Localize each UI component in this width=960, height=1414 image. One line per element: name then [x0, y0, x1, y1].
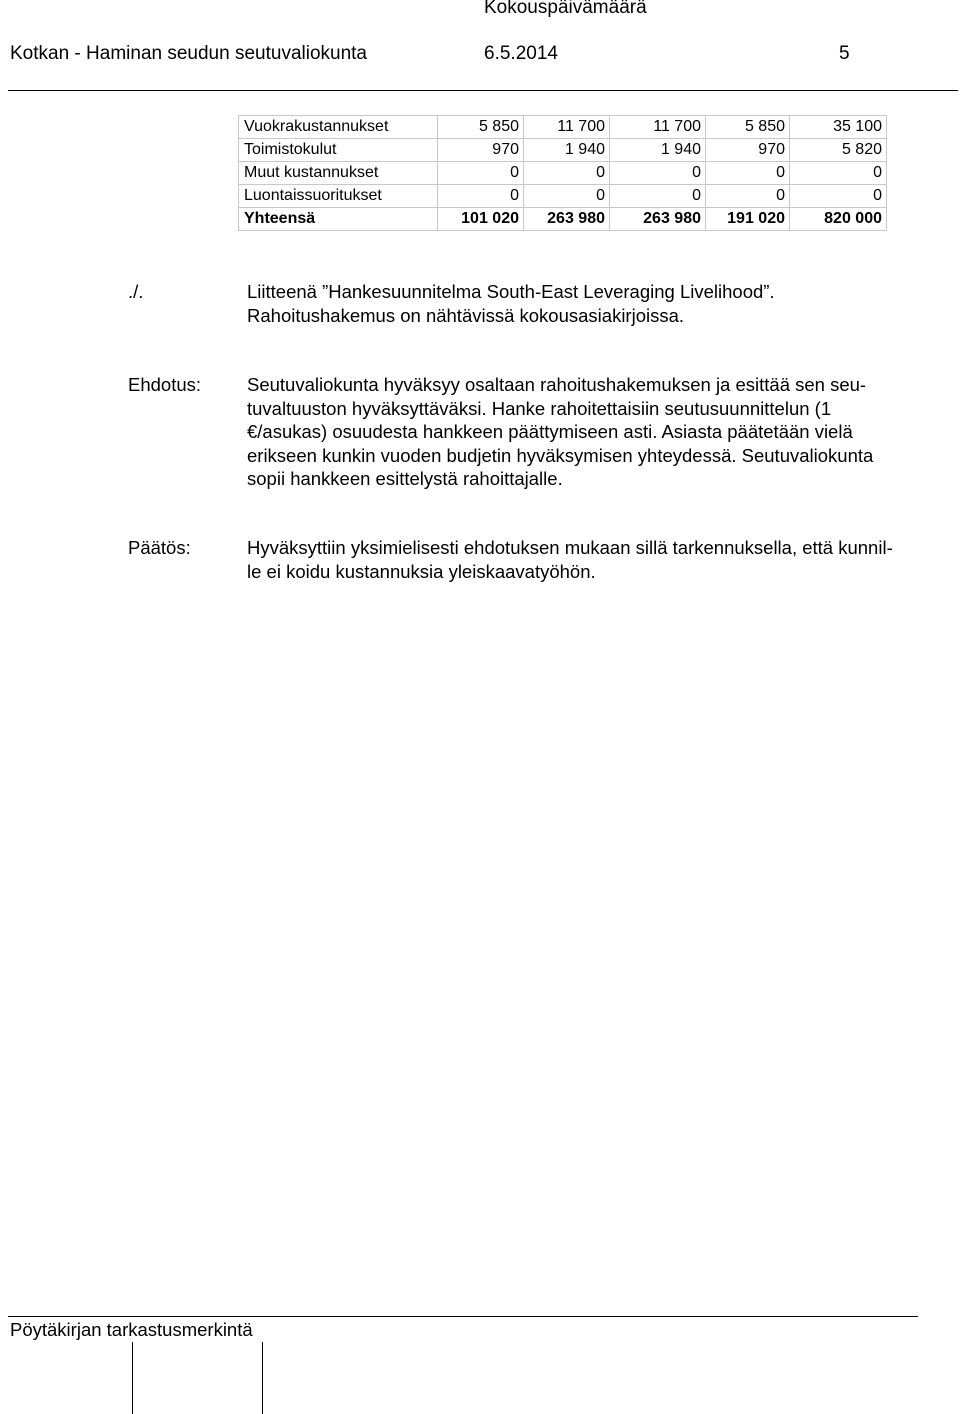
footer-label: Pöytäkirjan tarkastusmerkintä — [10, 1319, 253, 1340]
table-row — [239, 162, 887, 185]
table-cell: 0 — [524, 162, 610, 185]
table-cell: 0 — [790, 185, 887, 208]
row-label: Luontaissuoritukset — [239, 185, 438, 208]
text-line: tuvaltuuston hyväksyttäväksi. Hanke rahoitettaisiin seutusuunnittelun (1 — [247, 397, 832, 419]
proposal-label: Ehdotus: — [128, 374, 202, 395]
text-line: sopii hankkeen esittelystä rahoittajalle. — [247, 468, 563, 489]
text-line: €/asukas) osuudesta hankkeen päättymiseen asti. Asiasta päätetään vielä — [247, 421, 853, 442]
table-row — [239, 116, 887, 139]
table-cell: 0 — [610, 162, 706, 185]
table-cell: 0 — [524, 185, 610, 208]
table-cell: 263 980 — [524, 208, 610, 231]
table-cell: 1 940 — [524, 139, 610, 162]
table-cell: 1 940 — [610, 139, 706, 162]
text-line: Rahoitushakemus on nähtävissä kokousasiakirjoissa. — [247, 304, 685, 326]
table-cell: 0 — [706, 185, 790, 208]
text-line: Hyväksyttiin yksimielisesti ehdotuksen mukaan sillä tarkennuksella, että kunnil- — [247, 537, 893, 558]
table-cell: 0 — [610, 185, 706, 208]
table-cell: 5 850 — [706, 116, 790, 139]
table-cell: 35 100 — [790, 116, 887, 139]
table-row — [239, 139, 887, 162]
table-cell: 101 020 — [438, 208, 524, 231]
text-line: le ei koidu kustannuksia yleiskaavatyöhön. — [247, 560, 596, 582]
table-row — [239, 185, 887, 208]
text-line: Liitteenä ”Hankesuunnitelma South-East Leveraging Livelihood”. — [247, 281, 775, 302]
table-cell: 0 — [438, 162, 524, 185]
header-divider — [8, 90, 958, 91]
organization-name: Kotkan - Haminan seudun seutuvaliokunta — [10, 43, 368, 64]
row-label: Toimistokulut — [239, 139, 438, 162]
budget-table — [238, 115, 887, 231]
footer-divider — [8, 1316, 918, 1317]
table-cell: 11 700 — [610, 116, 706, 139]
decision-text — [247, 536, 947, 583]
table-cell: 5 820 — [790, 139, 887, 162]
row-label: Yhteensä — [239, 208, 438, 231]
attachment-marker: ./. — [128, 281, 144, 302]
table-cell: 820 000 — [790, 208, 887, 231]
table-cell: 0 — [706, 162, 790, 185]
text-line: Seutuvaliokunta hyväksyy osaltaan rahoitushakemuksen ja esittää sen seu- — [247, 374, 867, 395]
table-cell: 191 020 — [706, 208, 790, 231]
attachment-text — [247, 280, 947, 327]
table-cell: 263 980 — [610, 208, 706, 231]
table-cell: 0 — [438, 185, 524, 208]
proposal-text — [247, 373, 947, 491]
row-label: Vuokrakustannukset — [239, 116, 438, 139]
meeting-date: 6.5.2014 — [484, 43, 558, 64]
row-label: Muut kustannukset — [239, 162, 438, 185]
table-cell: 970 — [706, 139, 790, 162]
decision-label: Päätös: — [128, 537, 191, 558]
table-cell: 11 700 — [524, 116, 610, 139]
signature-box-divider — [262, 1342, 263, 1414]
table-cell: 5 850 — [438, 116, 524, 139]
page-number: 5 — [839, 43, 850, 64]
signature-box-divider — [132, 1342, 133, 1414]
text-line: erikseen kunkin vuoden budjetin hyväksymisen yhteydessä. Seutuvaliokunta — [247, 444, 874, 466]
date-heading: Kokouspäivämäärä — [484, 0, 647, 18]
table-cell: 0 — [790, 162, 887, 185]
table-cell: 970 — [438, 139, 524, 162]
table-total-row — [239, 208, 887, 231]
